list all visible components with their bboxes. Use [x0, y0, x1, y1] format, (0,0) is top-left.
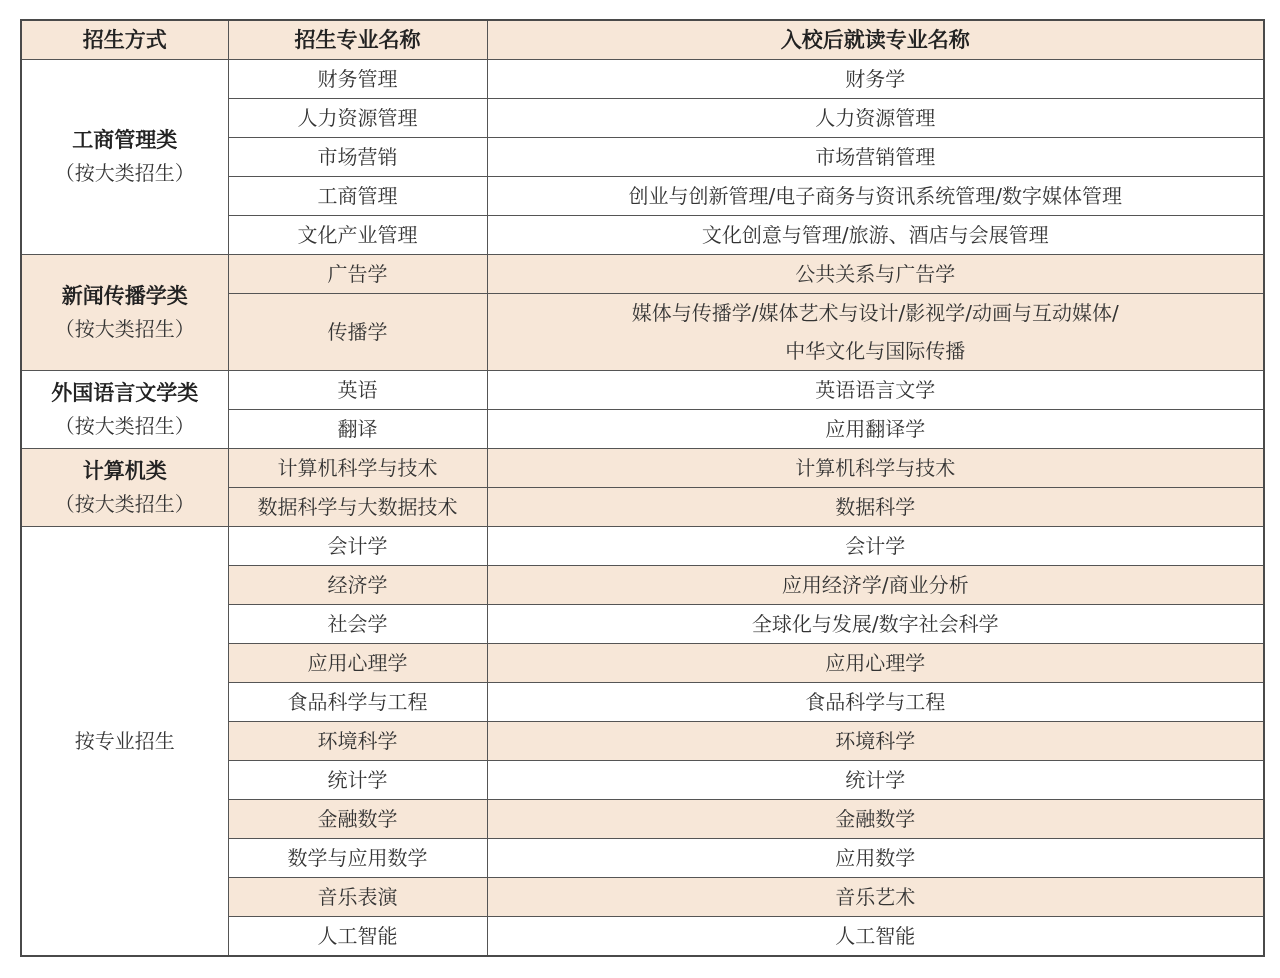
category-subtitle: （按大类招生）	[54, 491, 195, 516]
category-title: 工商管理类	[72, 128, 178, 152]
table-body	[21, 60, 1264, 957]
category-title: 按专业招生	[74, 728, 175, 753]
study-major-cell	[487, 99, 1264, 138]
study-major-line: 人工智能	[835, 924, 916, 948]
study-major-line: 计算机科学与技术	[795, 456, 956, 480]
table-row	[21, 371, 1264, 410]
table-row	[21, 527, 1264, 566]
header-row	[21, 20, 1264, 60]
category-subtitle: （按大类招生）	[54, 161, 195, 185]
admission-major-cell: 音乐表演	[228, 878, 487, 917]
study-major-cell	[487, 488, 1264, 527]
study-major-line: 环境科学	[835, 729, 916, 753]
header-study-major: 入校后就读专业名称	[487, 20, 1264, 60]
admission-major-cell: 统计学	[228, 761, 487, 800]
category-title: 新闻传播学类	[61, 283, 188, 308]
study-major-cell	[487, 138, 1264, 177]
study-major-line: 应用翻译学	[825, 417, 926, 441]
admissions-majors-table	[20, 19, 1265, 957]
category-cell	[21, 60, 228, 255]
admission-major-cell: 文化产业管理	[228, 216, 487, 255]
study-major-line: 全球化与发展/数字社会科学	[751, 612, 999, 636]
category-title: 计算机类	[82, 458, 167, 483]
table-row	[21, 449, 1264, 488]
study-major-cell	[487, 761, 1264, 800]
study-major-line: 人力资源管理	[815, 106, 936, 130]
category-cell	[21, 449, 228, 527]
category-cell	[21, 255, 228, 371]
study-major-cell	[487, 216, 1264, 255]
admissions-table-container	[20, 19, 1263, 957]
study-major-line: 会计学	[845, 534, 906, 558]
study-major-cell	[487, 605, 1264, 644]
category-subtitle: （按大类招生）	[54, 316, 195, 341]
study-major-cell	[487, 255, 1264, 294]
admission-major-cell: 财务管理	[228, 60, 487, 99]
admission-major-cell: 英语	[228, 371, 487, 410]
study-major-cell	[487, 177, 1264, 216]
category-title: 外国语言文学类	[51, 380, 199, 405]
admission-major-cell: 广告学	[228, 255, 487, 294]
admission-major-cell: 会计学	[228, 527, 487, 566]
study-major-line: 创业与创新管理/电子商务与资讯系统管理/数字媒体管理	[628, 184, 1122, 208]
study-major-cell	[487, 60, 1264, 99]
table-row	[21, 60, 1264, 99]
admission-major-cell: 数据科学与大数据技术	[228, 488, 487, 527]
study-major-line: 应用经济学/商业分析	[781, 573, 969, 597]
study-major-line: 应用数学	[835, 846, 916, 870]
study-major-cell	[487, 800, 1264, 839]
study-major-line: 文化创意与管理/旅游、酒店与会展管理	[701, 223, 1049, 247]
study-major-cell	[487, 566, 1264, 605]
study-major-line: 音乐艺术	[835, 885, 916, 909]
admission-major-cell: 社会学	[228, 605, 487, 644]
table-row	[21, 255, 1264, 294]
admission-major-cell: 翻译	[228, 410, 487, 449]
study-major-cell	[487, 449, 1264, 488]
study-major-line: 中华文化与国际传播	[785, 339, 966, 363]
study-major-cell	[487, 917, 1264, 957]
admission-major-cell: 人工智能	[228, 917, 487, 957]
study-major-cell	[487, 683, 1264, 722]
admission-major-cell: 人力资源管理	[228, 99, 487, 138]
study-major-line: 英语语言文学	[815, 378, 936, 402]
admission-major-cell: 经济学	[228, 566, 487, 605]
admission-major-cell: 环境科学	[228, 722, 487, 761]
study-major-cell	[487, 527, 1264, 566]
header-admission-major: 招生专业名称	[228, 20, 487, 60]
admission-major-cell: 金融数学	[228, 800, 487, 839]
admission-major-cell: 计算机科学与技术	[228, 449, 487, 488]
admission-major-cell: 市场营销	[228, 138, 487, 177]
category-cell	[21, 371, 228, 449]
study-major-cell	[487, 839, 1264, 878]
study-major-cell	[487, 371, 1264, 410]
study-major-cell	[487, 878, 1264, 917]
admission-major-cell: 食品科学与工程	[228, 683, 487, 722]
study-major-cell	[487, 644, 1264, 683]
admission-major-cell: 应用心理学	[228, 644, 487, 683]
study-major-line: 金融数学	[835, 807, 916, 831]
study-major-cell	[487, 410, 1264, 449]
study-major-line: 数据科学	[835, 495, 916, 519]
study-major-cell	[487, 294, 1264, 371]
admission-major-cell: 工商管理	[228, 177, 487, 216]
study-major-line: 统计学	[845, 768, 906, 792]
study-major-line: 财务学	[845, 67, 906, 91]
header-admission-method: 招生方式	[21, 20, 228, 60]
category-subtitle: （按大类招生）	[54, 413, 195, 438]
study-major-line: 公共关系与广告学	[795, 262, 956, 286]
category-cell	[21, 527, 228, 957]
admission-major-cell: 数学与应用数学	[228, 839, 487, 878]
study-major-line: 市场营销管理	[815, 145, 936, 169]
admission-major-cell: 传播学	[228, 294, 487, 371]
study-major-line: 媒体与传播学/媒体艺术与设计/影视学/动画与互动媒体/	[631, 301, 1119, 325]
study-major-cell	[487, 722, 1264, 761]
study-major-line: 应用心理学	[825, 651, 926, 675]
study-major-line: 食品科学与工程	[805, 690, 946, 714]
